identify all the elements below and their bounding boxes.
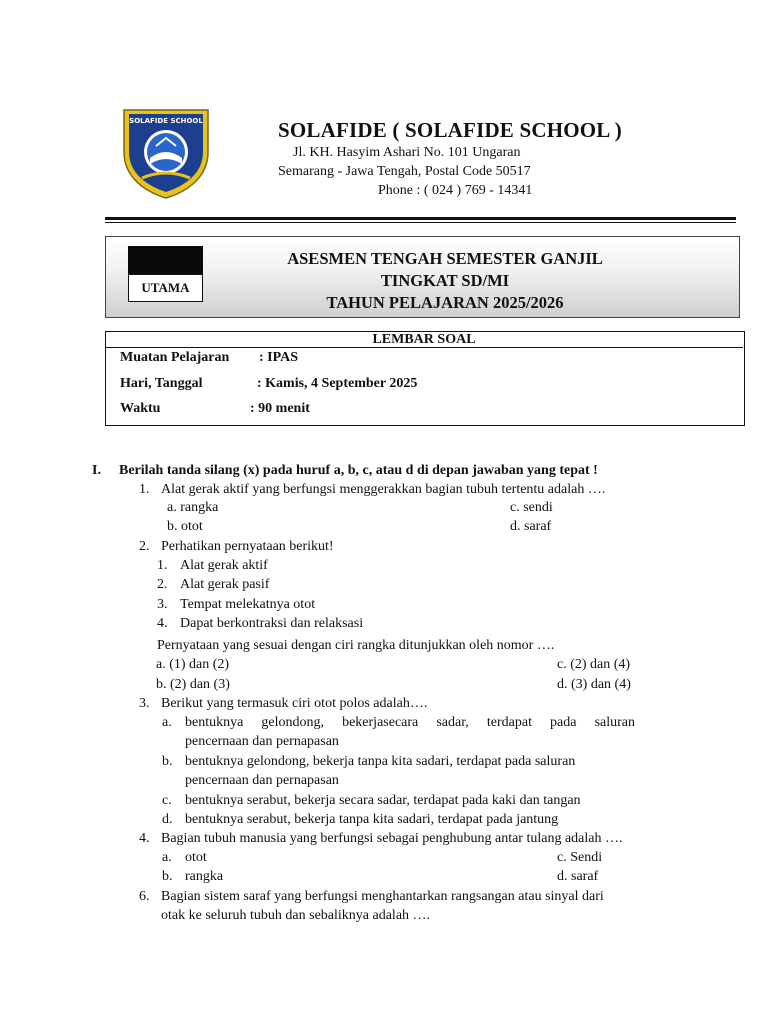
subject-value: : IPAS: [259, 350, 299, 365]
option-a-letter: a.: [162, 850, 172, 865]
question-text: Perhatikan pernyataan berikut!: [161, 539, 334, 554]
section-instruction: Berilah tanda silang (x) pada huruf a, b, c, atau d di depan jawaban yang tepat !: [119, 463, 598, 478]
time-value: : 90 menit: [250, 401, 310, 416]
statement-number: 2.: [157, 577, 168, 592]
option-a: a. rangka: [167, 500, 219, 515]
option-c: c. Sendi: [557, 850, 603, 865]
option-a-letter: a.: [162, 715, 172, 730]
option-a: a. (1) dan (2): [156, 657, 230, 672]
badge-utama: UTAMA: [128, 274, 203, 302]
option-d-line-1: bentuknya serabut, bekerja tanpa kita sadari, terdapat pada jantung: [185, 812, 559, 827]
question-text-line-1: Bagian sistem saraf yang berfungsi menghantarkan rangsangan atau sinyal dari: [161, 889, 604, 904]
statement-text: Alat gerak pasif: [180, 577, 270, 592]
option-b-letter: b.: [162, 754, 173, 769]
school-name: SOLAFIDE ( SOLAFIDE SCHOOL ): [278, 118, 622, 142]
statement-text: Alat gerak aktif: [180, 558, 268, 573]
question-text: Alat gerak aktif yang berfungsi menggerakkan bagian tubuh tertentu adalah ….: [161, 482, 606, 497]
option-d: d. saraf: [557, 869, 599, 884]
option-a: otot: [185, 850, 207, 865]
logo-text: SOLAFIDE SCHOOL: [129, 117, 203, 125]
option-c-line-1: bentuknya serabut, bekerja secara sadar, terdapat pada kaki dan tangan: [185, 793, 581, 808]
address-line-2: Semarang - Jawa Tengah, Postal Code 50517: [278, 164, 531, 179]
option-a-line-2: pencernaan dan pernapasan: [185, 734, 339, 749]
option-b-letter: b.: [162, 869, 173, 884]
option-c: c. sendi: [510, 500, 553, 515]
option-c: c. (2) dan (4): [557, 657, 631, 672]
option-b: b. (2) dan (3): [156, 677, 230, 692]
statement-text: Tempat melekatnya otot: [180, 597, 316, 612]
badge-black-block: [128, 246, 203, 274]
header-rule-thin: [105, 222, 736, 223]
exam-title: [230, 248, 660, 314]
option-d-letter: d.: [162, 812, 173, 827]
info-heading: LEMBAR SOAL: [105, 331, 743, 348]
statement-text: Dapat berkontraksi dan relaksasi: [180, 616, 364, 631]
date-label: Hari, Tanggal: [120, 376, 203, 391]
header-rule-thick: [105, 217, 736, 220]
statement-number: 3.: [157, 597, 168, 612]
option-b-line-2: pencernaan dan pernapasan: [185, 773, 339, 788]
question-number: 1.: [139, 482, 150, 497]
question-prompt: Pernyataan yang sesuai dengan ciri rangka ditunjukkan oleh nomor ….: [157, 638, 555, 653]
question-text: Berikut yang termasuk ciri otot polos adalah….: [161, 696, 428, 711]
question-number: 6.: [139, 889, 150, 904]
question-text-line-2: otak ke seluruh tubuh dan sebaliknya adalah ….: [161, 908, 431, 923]
option-a-line-1: bentuknya gelondong, bekerjasecara sadar, terdapat pada saluran: [185, 715, 635, 730]
option-b-line-1: bentuknya gelondong, bekerja tanpa kita sadari, terdapat pada saluran: [185, 754, 576, 769]
exam-title-line-1: ASESMEN TENGAH SEMESTER GANJIL: [287, 249, 603, 268]
time-label: Waktu: [120, 401, 161, 416]
statement-number: 4.: [157, 616, 168, 631]
subject-label: Muatan Pelajaran: [120, 350, 230, 365]
question-text: Bagian tubuh manusia yang berfungsi sebagai penghubung antar tulang adalah ….: [161, 831, 623, 846]
question-number: 3.: [139, 696, 150, 711]
statement-number: 1.: [157, 558, 168, 573]
phone: Phone : ( 024 ) 769 - 14341: [378, 183, 533, 198]
option-d: d. (3) dan (4): [557, 677, 631, 692]
school-logo: [122, 108, 210, 200]
option-b: rangka: [185, 869, 224, 884]
section-numeral: I.: [92, 463, 101, 478]
date-value: : Kamis, 4 September 2025: [257, 376, 418, 391]
option-d: d. saraf: [510, 519, 552, 534]
option-c-letter: c.: [162, 793, 172, 808]
address-line-1: Jl. KH. Hasyim Ashari No. 101 Ungaran: [293, 145, 521, 160]
question-number: 4.: [139, 831, 150, 846]
exam-title-line-3: TAHUN PELAJARAN 2025/2026: [326, 293, 564, 312]
option-b: b. otot: [167, 519, 203, 534]
question-number: 2.: [139, 539, 150, 554]
exam-title-line-2: TINGKAT SD/MI: [380, 271, 510, 290]
